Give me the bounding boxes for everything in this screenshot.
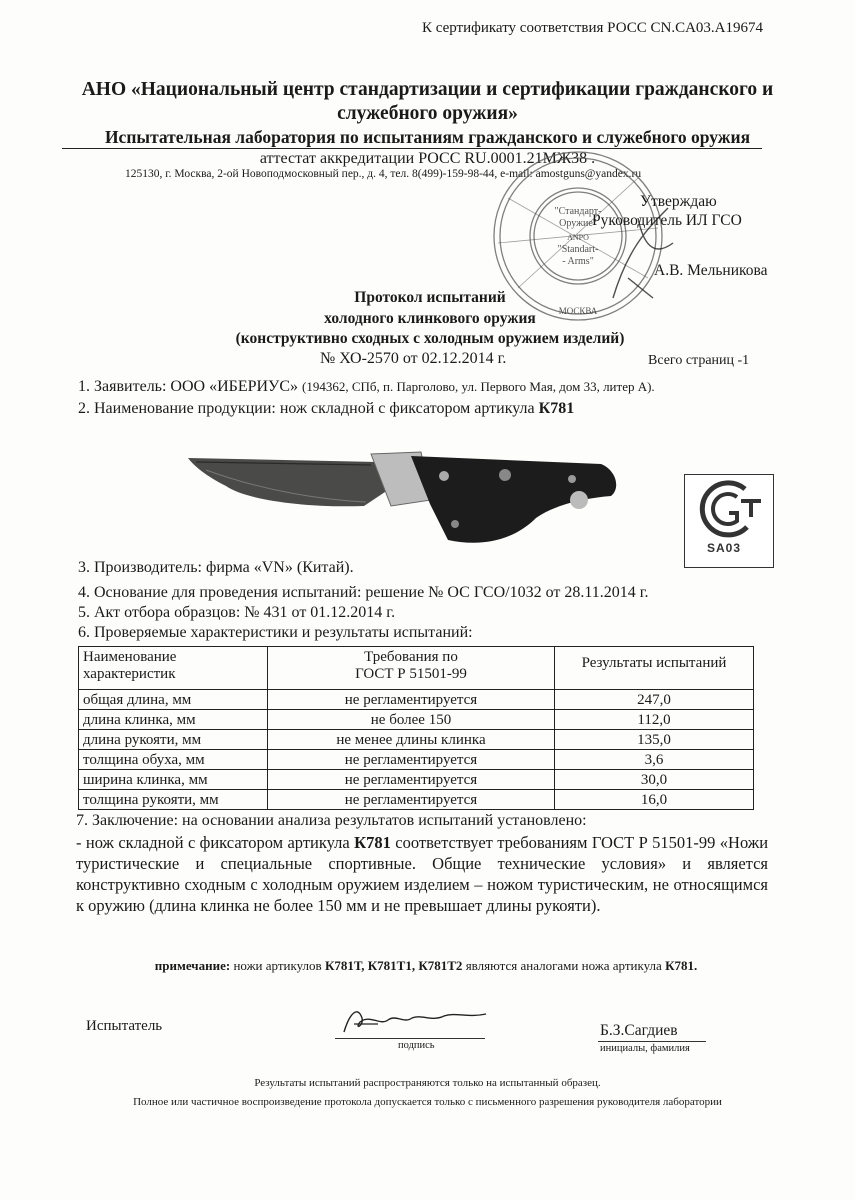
table-row	[79, 790, 754, 810]
stamp-text-1: "Стандарт-	[554, 206, 602, 217]
certificate-reference: К сертификату соответствия РОСС CN.CA03.A19674	[421, 20, 763, 36]
knife-photo	[186, 448, 626, 553]
name-caption: инициалы, фамилия	[600, 1043, 690, 1054]
item-applicant	[78, 378, 655, 396]
note-label: примечание:	[154, 958, 231, 973]
table-row	[79, 770, 754, 790]
tester-name: Б.З.Сагдиев	[600, 1022, 678, 1039]
accreditation: аттестат аккредитации РОСС RU.0001.21МЖ38 .	[259, 150, 596, 167]
row-result: 3,6	[555, 750, 754, 770]
note-text-mid: являются аналогами ножа артикула	[465, 958, 662, 973]
row-name: общая длина, мм	[79, 690, 268, 710]
conclusion-prefix: - нож складной с фиксатором артикула	[76, 833, 350, 852]
table-header-row	[79, 647, 754, 690]
header-requirement-line1: Требования по	[364, 649, 458, 665]
row-requirement: не регламентируется	[268, 750, 555, 770]
item-sampling: 5. Акт отбора образцов: № 431 от 01.12.2014 г.	[78, 604, 396, 621]
name-line	[598, 1041, 706, 1042]
row-requirement: не менее длины клинка	[268, 730, 555, 750]
conclusion-article: К781	[354, 833, 391, 852]
protocol-subtitle-2: (конструктивно сходных с холодным оружием изделий)	[235, 330, 625, 347]
row-requirement: не регламентируется	[268, 770, 555, 790]
conclusion-body	[76, 832, 768, 916]
lab-address: 125130, г. Москва, 2-ой Новоподмосковный пер., д. 4, тел. 8(499)-159-98-44, e-mail: amostguns@yandex.ru	[125, 168, 642, 180]
applicant-label: 1. Заявитель: ООО «ИБЕРИУС»	[78, 378, 299, 395]
row-name: толщина рукояти, мм	[79, 790, 268, 810]
footer-line-1: Результаты испытаний распространяются только на испытанный образец.	[254, 1077, 601, 1089]
row-requirement: не регламентируется	[268, 790, 555, 810]
note-article: К781.	[665, 958, 698, 973]
protocol-number: № ХО-2570 от 02.12.2014 г.	[320, 350, 507, 367]
stamp-text-2: Оружие"	[559, 218, 597, 229]
row-result: 135,0	[555, 730, 754, 750]
signature-line	[335, 1038, 485, 1039]
item-product	[78, 400, 574, 418]
note-articles: К781Т, К781Т1, К781Т2	[324, 958, 463, 973]
table-row	[79, 730, 754, 750]
item-basis: 4. Основание для проведения испытаний: решение № ОС ГСО/1032 от 28.11.2014 г.	[78, 584, 649, 601]
row-result: 112,0	[555, 710, 754, 730]
row-requirement: не регламентируется	[268, 690, 555, 710]
note	[76, 958, 776, 974]
item-characteristics: 6. Проверяемые характеристики и результаты испытаний:	[78, 624, 473, 641]
note-text-start: ножи артикулов	[233, 958, 322, 973]
protocol-title: Протокол испытаний	[354, 289, 506, 306]
row-requirement: не более 150	[268, 710, 555, 730]
product-label: 2. Наименование продукции: нож складной с фиксатором артикула	[78, 400, 535, 417]
results-table	[78, 646, 754, 810]
applicant-address: (194362, СПб, п. Парголово, ул. Первого Мая, дом 33, литер А).	[302, 379, 655, 394]
stamp-text-3: ANPO	[567, 233, 589, 242]
item-manufacturer: 3. Производитель: фирма «VN» (Китай).	[78, 559, 354, 576]
row-name: ширина клинка, мм	[79, 770, 268, 790]
row-name: длина рукояти, мм	[79, 730, 268, 750]
row-result: 16,0	[555, 790, 754, 810]
laboratory-name: Испытательная лаборатория по испытаниям гражданского и служебного оружия	[104, 127, 751, 147]
row-result: 247,0	[555, 690, 754, 710]
header-requirement	[268, 647, 555, 690]
approval-position: Руководитель ИЛ ГСО	[592, 212, 742, 229]
footer-line-2: Полное или частичное воспроизведение протокола допускается только с письменного разрешения руководителя лаборатории	[133, 1096, 722, 1108]
header-result-text: Результаты испытаний	[581, 655, 727, 671]
header-characteristic-line2: характеристик	[83, 666, 176, 682]
row-result: 30,0	[555, 770, 754, 790]
protocol-subtitle: холодного клинкового оружия	[324, 310, 536, 327]
header-characteristic	[79, 647, 268, 690]
approval-approve: Утверждаю	[640, 193, 717, 210]
approval-name: А.В. Мельникова	[654, 262, 768, 279]
table-row	[79, 710, 754, 730]
organization-name: АНО «Национальный центр стандартизации и сертификации гражданского и служебного оружия»	[81, 79, 774, 124]
row-name: толщина обуха, мм	[79, 750, 268, 770]
row-name: длина клинка, мм	[79, 710, 268, 730]
header-result	[555, 647, 754, 690]
signature-caption: подпись	[398, 1040, 435, 1051]
header-requirement-line2: ГОСТ Р 51501-99	[355, 666, 467, 682]
conclusion-heading: 7. Заключение: на основании анализа результатов испытаний установлено:	[76, 812, 587, 829]
product-article: К781	[538, 400, 575, 417]
header-characteristic-line1: Наименование	[83, 649, 177, 665]
stamp-text-5: - Arms"	[562, 256, 594, 267]
pages-count: Всего страниц -1	[648, 353, 750, 368]
stamp-text-4: "Standart-	[557, 244, 599, 255]
table-row	[79, 750, 754, 770]
stamp-city: МОСКВА	[558, 306, 598, 316]
conclusion-text: соответствует требованиям ГОСТ Р 51501-99 «Ножи туристические и специальные спортивные. Общие технические условия» и является конструктивно сходным с холодным оружием изделием – ножом туристическим, не относящимся к оружию (длина клинка не более 150 мм и не превышает длины рукояти).	[76, 833, 769, 915]
tester-label: Испытатель	[86, 1018, 163, 1034]
table-row	[79, 690, 754, 710]
gost-certification-mark	[684, 474, 774, 568]
gost-mark-code: SA03	[707, 541, 742, 555]
